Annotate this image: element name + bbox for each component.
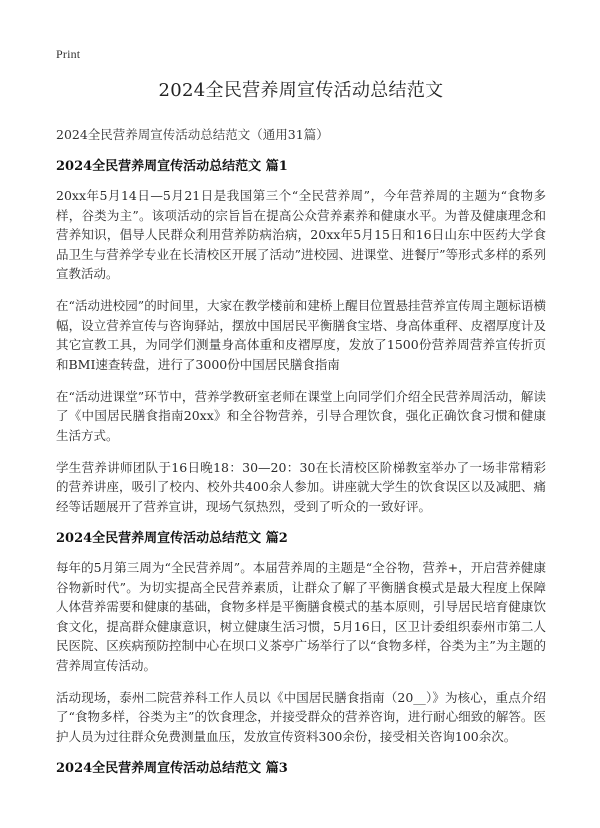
section-2: [56, 530, 546, 746]
paragraph: 学生营养讲师团队于16日晚18：30—20：30在长清校区阶梯教室举办了一场非常精彩的营养讲座，吸引了校内、校外共400余人参加。讲座就大学生的饮食误区以及减肥、痛经等话题展开了营养宣讲，现场气氛热烈，受到了听众的一致好评。: [56, 459, 546, 514]
document-subtitle: 2024全民营养周宣传活动总结范文（通用31篇）: [56, 127, 329, 142]
section-3: [56, 760, 546, 778]
paragraph: 活动现场，泰州二院营养科工作人员以《中国居民膳食指南（20__）》为核心，重点介绍了“食物多样，谷类为主”的饮食理念，并接受群众的营养咨询，进行耐心细致的解答。医护人员为过往群众免费测量血压，发放宣传资料300余份，接受相关咨询100余次。: [56, 689, 546, 744]
section-heading: 2024全民营养周宣传活动总结范文 篇1: [56, 159, 288, 174]
paragraph: 在“活动进校园”的时间里，大家在教学楼前和建桥上醒目位置悬挂营养宣传周主题标语横幅，设立营养宣传与咨询驿站，摆放中国居民平衡膳食宝塔、身高体重秤、皮褶厚度计及其它宣教工具，为同学们测量身高体重和皮褶厚度，发放了1500份营养周营养宣传折页和BMI速查转盘，进行了3000份中国居民膳食指南: [56, 298, 546, 372]
section-1: [56, 158, 546, 516]
document-page: [56, 70, 546, 778]
section-heading: 2024全民营养周宣传活动总结范文 篇2: [56, 531, 288, 546]
print-label[interactable]: Print: [56, 47, 81, 61]
section-heading: 2024全民营养周宣传活动总结范文 篇3: [56, 761, 288, 776]
paragraph: 每年的5月第三周为“全民营养周”。本届营养周的主题是“全谷物，营养+，开启营养健康谷物新时代”。为切实提高全民营养素质，让群众了解了平衡膳食模式是最大程度上保障人体营养需要和健康的基础，食物多样是平衡膳食模式的基本原则，引导居民培育健康饮食文化，提高群众健康意识，树立健康生活习惯，5月16日，区卫计委组织泰州市第二人民医院、区疾病预防控制中心在坝口义茶亭广场举行了以“食物多样，谷类为主”为主题的营养周宣传活动。: [56, 560, 546, 673]
paragraph: 20xx年5月14日—5月21日是我国第三个“全民营养周”，今年营养周的主题为“食物多样，谷类为主”。该项活动的宗旨旨在提高公众营养素养和健康水平。为普及健康理念和营养知识，倡导人民群众利用营养防病治病，20xx年5月15日和16日山东中医药大学食品卫生与营养学专业在长清校区开展了活动”进校园、进课堂、进餐厅”等形式多样的系列宣教活动。: [56, 188, 546, 281]
document-title: 2024全民营养周宣传活动总结范文: [158, 80, 444, 101]
paragraph: 在“活动进课堂”环节中，营养学教研室老师在课堂上向同学们介绍全民营养周活动，解读了《中国居民膳食指南20xx》和全谷物营养，引导合理饮食，强化正确饮食习惯和健康生活方式。: [56, 388, 546, 443]
